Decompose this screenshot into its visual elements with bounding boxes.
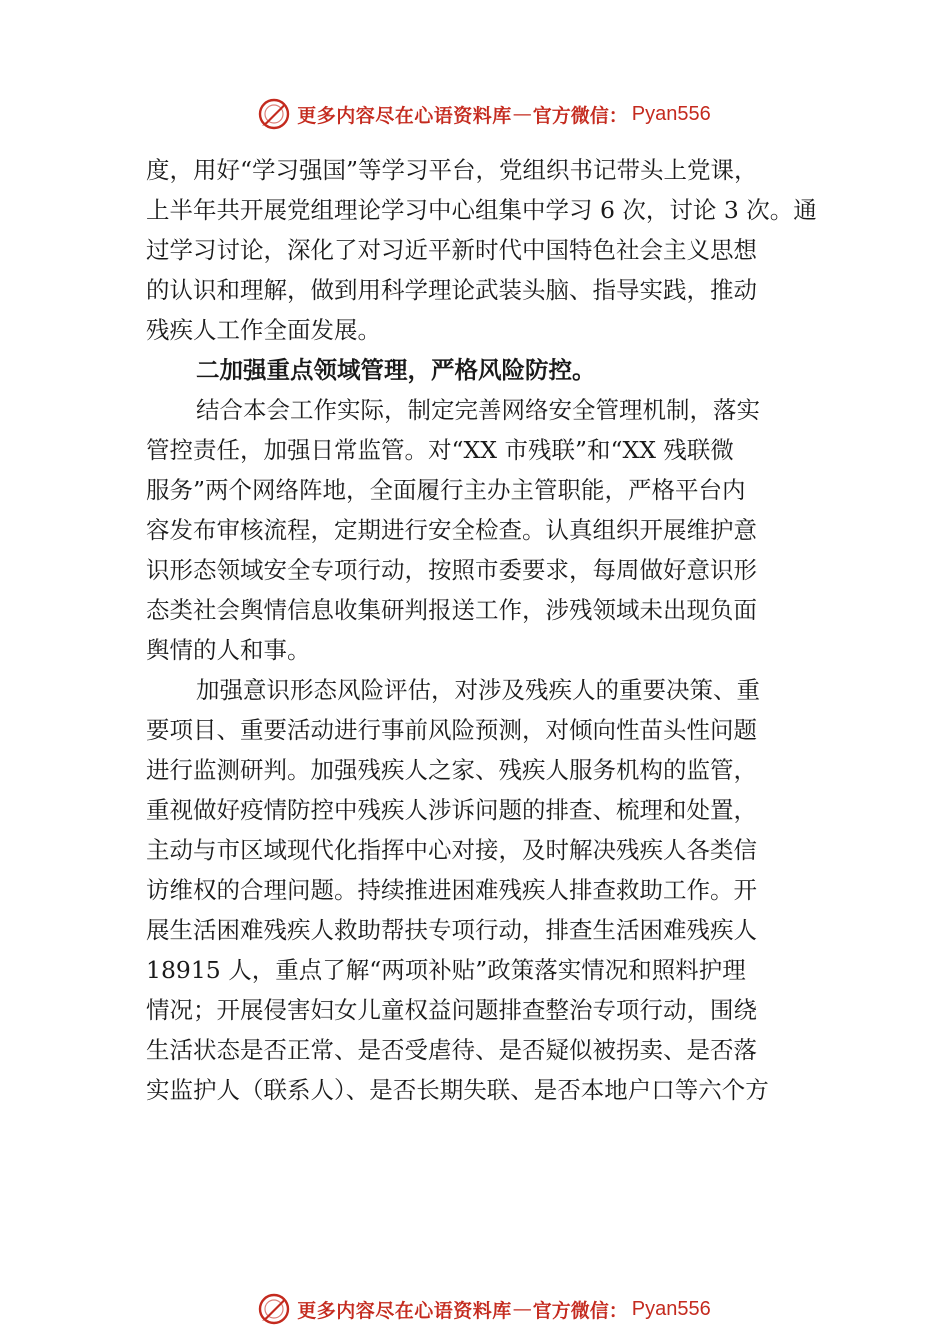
text-line: 重视做好疫情防控中残疾人涉诉问题的排查、梳理和处置， — [146, 796, 757, 824]
text-line: 加强意识形态风险评估，对涉及残疾人的重要决策、重 — [196, 676, 760, 704]
banner-wechat-id: Pyan556 — [631, 1297, 711, 1320]
text-line: 度，用好“学习强国”等学习平台，党组织书记带头上党课， — [146, 156, 758, 184]
text-line: 态类社会舆情信息收集研判报送工作，涉残领域未出现负面 — [146, 596, 757, 624]
document-body — [146, 150, 820, 1110]
footer-banner — [0, 1289, 950, 1329]
footer-banner-inner — [257, 1292, 711, 1326]
text-line: 识形态领域安全专项行动，按照市委要求，每周做好意识形 — [146, 556, 757, 584]
text-line: 展生活困难残疾人救助帮扶专项行动，排查生活困难残疾人 — [146, 916, 757, 944]
text-line: 容发布审核流程，定期进行安全检查。认真组织开展维护意 — [146, 516, 757, 544]
banner-dash: — — [512, 1298, 532, 1320]
banner-title: 更多内容尽在心语资料库 — [297, 1299, 512, 1322]
banner-title: 更多内容尽在心语资料库 — [297, 104, 512, 127]
text-line: 残疾人工作全面发展。 — [146, 316, 381, 344]
text-line: 服务”两个网络阵地，全面履行主办主管职能，严格平台内 — [146, 476, 746, 504]
text-line: 实监护人（联系人）、是否长期失联、是否本地户口等六个方 — [146, 1076, 769, 1104]
text-line: 上半年共开展党组理论学习中心组集中学习 6 次，讨论 3 次。通 — [146, 196, 817, 224]
text-line: 访维权的合理问题。持续推进困难残疾人排查救助工作。开 — [146, 876, 757, 904]
text-line: 的认识和理解，做到用科学理论武装头脑、指导实践，推动 — [146, 276, 757, 304]
text-line: 18915 人，重点了解“两项补贴”政策落实情况和照料护理 — [146, 956, 746, 984]
text-line: 情况；开展侵害妇女儿童权益问题排查整治专项行动，围绕 — [146, 996, 757, 1024]
banner-wechat-label: 官方微信： — [532, 104, 628, 127]
header-banner-inner — [257, 97, 711, 131]
text-line: 过学习讨论，深化了对习近平新时代中国特色社会主义思想 — [146, 236, 757, 264]
text-line: 进行监测研判。加强残疾人之家、残疾人服务机构的监管， — [146, 756, 757, 784]
header-banner — [0, 94, 950, 134]
text-line: 生活状态是否正常、是否受虐待、是否疑似被拐卖、是否落 — [146, 1036, 757, 1064]
text-line: 主动与市区域现代化指挥中心对接，及时解决残疾人各类信 — [146, 836, 757, 864]
text-line: 管控责任，加强日常监管。对“XX 市残联”和“XX 残联微 — [146, 436, 734, 464]
section-heading: 二加强重点领域管理，严格风险防控。 — [196, 356, 596, 384]
text-line: 结合本会工作实际，制定完善网络安全管理机制，落实 — [196, 396, 760, 424]
banner-wechat-label: 官方微信： — [532, 1299, 628, 1322]
banner-wechat-id: Pyan556 — [631, 102, 711, 125]
brush-pen-logo-icon — [257, 1292, 291, 1326]
brush-pen-logo-icon — [257, 97, 291, 131]
text-line: 要项目、重要活动进行事前风险预测，对倾向性苗头性问题 — [146, 716, 757, 744]
banner-dash: — — [512, 103, 532, 125]
text-line: 舆情的人和事。 — [146, 636, 311, 664]
